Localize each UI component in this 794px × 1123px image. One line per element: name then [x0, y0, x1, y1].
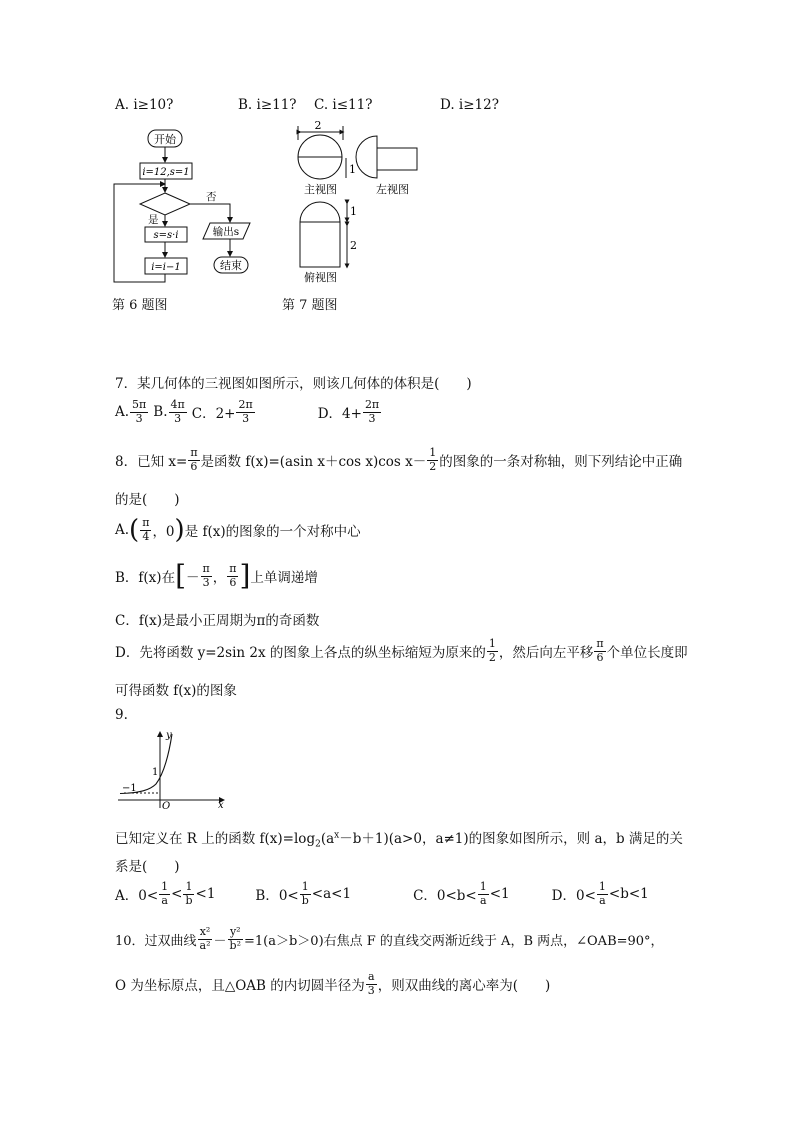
q7-a-num: 5π [132, 398, 147, 411]
q7-c-label: C．2+ [191, 406, 236, 423]
q7-a-den: 3 [135, 411, 143, 425]
front-dim-2: 2 [314, 119, 322, 132]
q8-d-p2: ，然后向左平移 [498, 645, 594, 662]
q7-b-num: 4π [170, 398, 185, 411]
q7-d-label: D．4+ [317, 406, 362, 423]
q8-d-den1: 2 [488, 650, 496, 664]
side-view-half-disc [356, 136, 377, 178]
q9-supx: x [334, 830, 340, 841]
q9-c-n: 1 [479, 880, 487, 893]
q9-a-n2: 1 [185, 880, 193, 893]
q6-option-a: A. i≥10? [115, 97, 174, 113]
q7-option-a [115, 399, 149, 425]
q9-stem1: 已知定义在 R 上的函数 f(x)=log [115, 831, 316, 847]
side-view-label: 左视图 [376, 183, 409, 196]
q7-option-d [318, 399, 382, 425]
q9-d-pre: D．0< [551, 888, 596, 905]
flow-yes-label: 是 [148, 214, 159, 226]
flowchart-diagram [108, 124, 268, 286]
q9-option-d [552, 881, 649, 907]
q9-c-d: a [479, 893, 487, 907]
q9-a-post: <1 [195, 886, 216, 903]
q9-graph [112, 728, 232, 810]
q8-p2: 是函数 f(x)=(asin x＋cos x)cos x－ [200, 454, 427, 471]
q9-origin: O [162, 801, 171, 810]
q10-n2: y² [229, 925, 241, 938]
q9-sub2: 2 [315, 839, 321, 850]
q8-b-post: 上单调递增 [250, 570, 318, 586]
q8-d-p3: 个单位长度即 [606, 645, 688, 662]
figure7-caption: 第 7 题图 [282, 298, 338, 313]
q10-p1: 10．过双曲线 [115, 933, 197, 949]
top-dim-2: 2 [350, 239, 357, 252]
q8-h-num: 1 [429, 446, 437, 459]
q8-d-num2: π [596, 637, 604, 650]
q9-x-label: x [218, 800, 224, 810]
q8-stem-line1 [115, 447, 682, 473]
q8-option-d-line1 [115, 638, 688, 664]
q9-options [115, 881, 649, 907]
q9-c-post: <1 [489, 886, 510, 903]
side-view-rect [377, 148, 417, 170]
q9-a-pre: A．0< [115, 888, 159, 905]
q8-a-num: π [142, 516, 150, 529]
q9-b-pre: B．0< [255, 888, 299, 905]
q8-a-den: 4 [142, 529, 150, 543]
q8-b-comma: ， [212, 570, 227, 586]
flow-no-label: 否 [206, 191, 217, 203]
q8-a-post: 是 f(x)的图象的一个对称中心 [184, 524, 361, 541]
q8-b-num1: π [202, 561, 210, 575]
q8-b-den2: 6 [229, 575, 237, 589]
flow-decision-node [140, 193, 190, 215]
q7-c-num: 2π [238, 398, 253, 411]
q9-d-d: a [599, 893, 606, 907]
q9-number: 9. [115, 707, 128, 723]
flow-process-text: s=s·i [153, 230, 179, 241]
q10-stem-line2 [115, 971, 550, 997]
q8-d-den2: 6 [596, 650, 604, 664]
q9-b-n: 1 [301, 880, 309, 893]
top-view-rect [300, 222, 340, 267]
q10-r-num: a [368, 970, 375, 983]
q7-c-den: 3 [242, 411, 250, 425]
q10-d1: a² [199, 938, 211, 952]
top-dim-1: 1 [350, 205, 357, 218]
q10-minus: － [213, 933, 227, 949]
q9-tick-neg1: −1 [122, 783, 137, 794]
q9-tick-1: 1 [152, 767, 159, 778]
three-view-diagram [290, 118, 430, 290]
q9-stem-line1 [115, 827, 683, 850]
q8-b-num2: π [229, 561, 237, 575]
q9-a-d2: b [185, 893, 193, 907]
q8-option-d-line2: 可得函数 f(x)的图象 [115, 683, 237, 699]
q9-a-n1: 1 [161, 880, 169, 893]
flow-start-text: 开始 [154, 133, 176, 146]
q8-p1: 8．已知 x= [115, 454, 188, 471]
q8-x-den: 6 [190, 459, 198, 473]
flow-end-text: 结束 [220, 259, 242, 272]
q8-b-neg: － [186, 570, 200, 586]
q10-r-den: 3 [367, 983, 375, 997]
q7-options [115, 399, 382, 425]
flow-update-text: i=i−1 [151, 262, 181, 273]
q8-stem-line2: 的是( ) [115, 492, 180, 508]
top-view-label: 俯视图 [304, 271, 337, 284]
q7-option-c [192, 399, 256, 425]
q7-d-den: 3 [368, 411, 376, 425]
flow-output-text: 输出s [212, 226, 240, 238]
q10-p3: O 为坐标原点，且△OAB 的内切圆半径为 [115, 978, 365, 995]
q8-b-pre: B．f(x)在 [115, 570, 176, 586]
q7-a-label: A. [115, 404, 130, 421]
top-view-arc [300, 202, 340, 222]
q9-option-a [115, 881, 215, 907]
q9-a-d1: a [161, 893, 168, 907]
q10-p2: =1(a＞b＞0)右焦点 F 的直线交两渐近线于 A，B 两点，∠OAB=90°， [243, 933, 664, 949]
q8-d-num1: 1 [488, 637, 496, 650]
front-dim-1: 1 [349, 163, 356, 176]
q8-x-num: π [190, 446, 198, 459]
q9-option-c [413, 881, 510, 907]
q7-b-label: B. [153, 404, 168, 421]
q9-c-pre: C．0<b< [413, 888, 477, 905]
figure6-caption: 第 6 题图 [112, 298, 168, 313]
q8-a-mid: ，0 [152, 524, 175, 541]
q8-d-p1: D．先将函数 y=2sin 2x 的图象上各点的纵坐标缩短为原来的 [115, 645, 486, 662]
q9-stem1b: (a [320, 831, 335, 847]
q8-b-den1: 3 [202, 575, 210, 589]
q8-option-c: C．f(x)是最小正周期为π的奇函数 [115, 613, 320, 629]
q6-option-b: B. i≥11? [238, 97, 297, 113]
q9-d-post: <b<1 [608, 886, 649, 903]
q7-option-b [153, 399, 187, 425]
q8-option-b: B．f(x)在 [ － $\frac{\pi}{3}$ ， $\frac{\pi}{6}$ ] 上单调递增 [115, 559, 318, 592]
q6-option-c: C. i≤11? [314, 97, 373, 113]
q10-d2: b² [229, 938, 241, 952]
q10-p4: ，则双曲线的离心率为( ) [377, 978, 551, 995]
q10-stem-line1 [115, 926, 664, 952]
q7-d-num: 2π [364, 398, 380, 411]
q9-stem-line2: 系是( ) [115, 859, 180, 875]
q6-option-d: D. i≥12? [440, 97, 499, 113]
q9-b-post: <a<1 [311, 886, 352, 903]
q8-option-a: A. ( $\frac{\pi}{4}$ ，0 ) 是 f(x)的图象的一个对称中心 [115, 515, 361, 546]
q7-b-den: 3 [174, 411, 182, 425]
q8-h-den: 2 [429, 459, 437, 473]
q10-n1: x² [199, 925, 211, 938]
front-view-label: 主视图 [304, 183, 337, 196]
q9-b-d: b [301, 893, 309, 907]
q9-stem1c: －b＋1)(a>0，a≠1)的图象如图所示，则 a，b 满足的关 [339, 831, 683, 847]
q7-stem: 7．某几何体的三视图如图所示，则该几何体的体积是( ) [115, 376, 472, 392]
flow-init-text: i=12,s=1 [142, 167, 190, 178]
q8-a-pre: A. [115, 522, 130, 539]
q9-option-b [255, 881, 351, 907]
q9-d-n: 1 [598, 880, 606, 893]
q9-a-lt: < [171, 886, 183, 903]
q9-y-label: y [166, 730, 172, 741]
q8-p3: 的图象的一条对称轴，则下列结论中正确 [439, 454, 683, 471]
